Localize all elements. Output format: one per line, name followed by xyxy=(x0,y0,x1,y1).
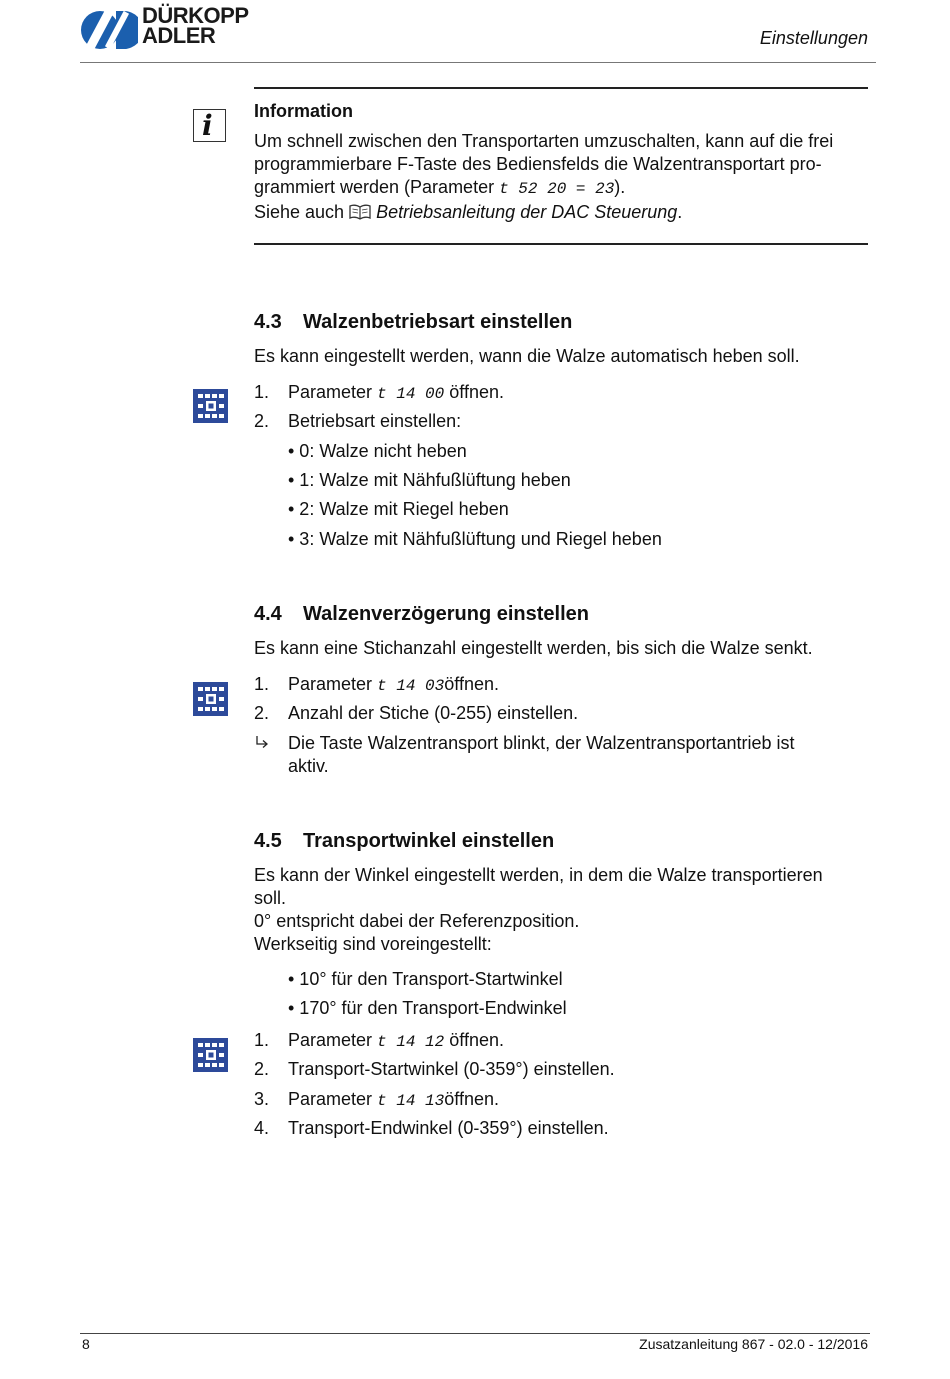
step-text xyxy=(288,1088,499,1113)
step-action: öffnen. xyxy=(444,1030,504,1050)
info-line-2: programmierbare F-Taste des Bediensfelds die Walzentransportart pro- xyxy=(254,154,822,174)
brand-name xyxy=(142,3,249,48)
step-number: 2. xyxy=(254,411,270,431)
list-item: • 1: Walze mit Nähfußlüftung heben xyxy=(288,470,571,490)
step-number: 2. xyxy=(254,1059,270,1079)
step-number: 1. xyxy=(254,382,270,402)
step-text: Betriebsart einstellen: xyxy=(288,411,462,431)
info-line-3 xyxy=(254,176,874,201)
step-action: öffnen. xyxy=(444,674,499,694)
result-arrow-icon xyxy=(254,735,270,751)
section-number: 4.3 xyxy=(254,311,282,333)
step-number: 1. xyxy=(254,1030,270,1050)
info-line-1: Um schnell zwischen den Transportarten umzuschalten, kann auf die frei xyxy=(254,131,834,151)
step-number: 1. xyxy=(254,674,270,694)
parameter-code: t 14 12 xyxy=(377,1033,445,1051)
section-4-4-intro: Es kann eine Stichanzahl eingestellt werden, bis sich die Walze senkt. xyxy=(254,638,813,658)
step-text: Transport-Startwinkel (0-359°) einstellen. xyxy=(288,1059,615,1079)
parameter-code: t 14 13 xyxy=(377,1092,445,1110)
result-line-1: Die Taste Walzentransport blinkt, der Walzentransportantrieb ist xyxy=(288,733,795,753)
section-title: Walzenverzögerung einstellen xyxy=(303,603,589,625)
list-item: • 170° für den Transport-Endwinkel xyxy=(288,998,567,1018)
step-text xyxy=(288,1029,504,1054)
header-divider xyxy=(80,62,876,63)
step-text xyxy=(288,381,504,406)
info-line-3-end: ). xyxy=(614,177,626,197)
result-line-2: aktiv. xyxy=(288,756,329,776)
step-text: Transport-Endwinkel (0-359°) einstellen. xyxy=(288,1118,609,1138)
info-line-3-text: grammiert werden (Parameter xyxy=(254,177,500,197)
brand-line-1: DÜRKOPP xyxy=(142,3,249,28)
info-title: Information xyxy=(254,101,353,121)
info-line-4-end: . xyxy=(677,202,683,222)
page-number: 8 xyxy=(82,1336,90,1352)
step-text: Anzahl der Stiche (0-255) einstellen. xyxy=(288,703,579,723)
info-line-4 xyxy=(254,201,874,224)
section-4-4-heading xyxy=(254,603,589,626)
list-item: • 0: Walze nicht heben xyxy=(288,441,467,461)
header-section-title: Einstellungen xyxy=(759,28,868,48)
logo-mark-icon xyxy=(80,8,138,52)
control-panel-icon xyxy=(193,389,228,423)
intro-line-2: soll. xyxy=(254,888,287,908)
section-4-5-intro xyxy=(254,864,874,956)
document-reference: Zusatzanleitung 867 - 02.0 - 12/2016 xyxy=(639,1336,868,1352)
parameter-code: t 14 00 xyxy=(377,385,445,403)
step-text xyxy=(288,673,499,698)
section-4-3-heading xyxy=(254,311,572,334)
step-number: 3. xyxy=(254,1089,270,1109)
information-icon: i xyxy=(193,109,226,142)
info-see-also: Siehe auch xyxy=(254,202,350,222)
company-logo xyxy=(80,3,270,54)
parameter-code: t 14 03 xyxy=(377,677,445,695)
info-body xyxy=(254,130,874,224)
control-panel-icon xyxy=(193,682,228,716)
section-4-3-intro: Es kann eingestellt werden, wann die Walze automatisch heben soll. xyxy=(254,346,800,366)
section-title: Walzenbetriebsart einstellen xyxy=(303,311,573,333)
info-top-rule xyxy=(254,87,868,89)
list-item: • 10° für den Transport-Startwinkel xyxy=(288,969,563,989)
intro-line-1: Es kann der Winkel eingestellt werden, in dem die Walze transportieren xyxy=(254,865,823,885)
step-label: Parameter xyxy=(288,382,378,402)
section-4-5-heading xyxy=(254,830,554,853)
section-number: 4.5 xyxy=(254,830,282,852)
intro-line-3: 0° entspricht dabei der Referenzposition. xyxy=(254,911,580,931)
step-label: Parameter xyxy=(288,1030,378,1050)
list-item: • 3: Walze mit Nähfußlüftung und Riegel heben xyxy=(288,529,662,549)
manual-reference: Betriebsanleitung der DAC Steuerung xyxy=(376,202,678,222)
step-number: 4. xyxy=(254,1118,270,1138)
step-number: 2. xyxy=(254,703,270,723)
step-action: öffnen. xyxy=(444,382,504,402)
result-text xyxy=(288,732,795,778)
footer-divider xyxy=(80,1333,870,1334)
brand-line-2: ADLER xyxy=(142,23,216,48)
section-title: Transportwinkel einstellen xyxy=(303,830,555,852)
step-action: öffnen. xyxy=(444,1089,499,1109)
book-icon xyxy=(349,204,371,220)
step-label: Parameter xyxy=(288,674,378,694)
info-bottom-rule xyxy=(254,243,868,245)
section-number: 4.4 xyxy=(254,603,282,625)
list-item: • 2: Walze mit Riegel heben xyxy=(288,499,509,519)
control-panel-icon xyxy=(193,1038,228,1072)
step-label: Parameter xyxy=(288,1089,378,1109)
intro-line-4: Werkseitig sind voreingestellt: xyxy=(254,934,492,954)
parameter-code: t 52 20 = 23 xyxy=(499,180,615,198)
